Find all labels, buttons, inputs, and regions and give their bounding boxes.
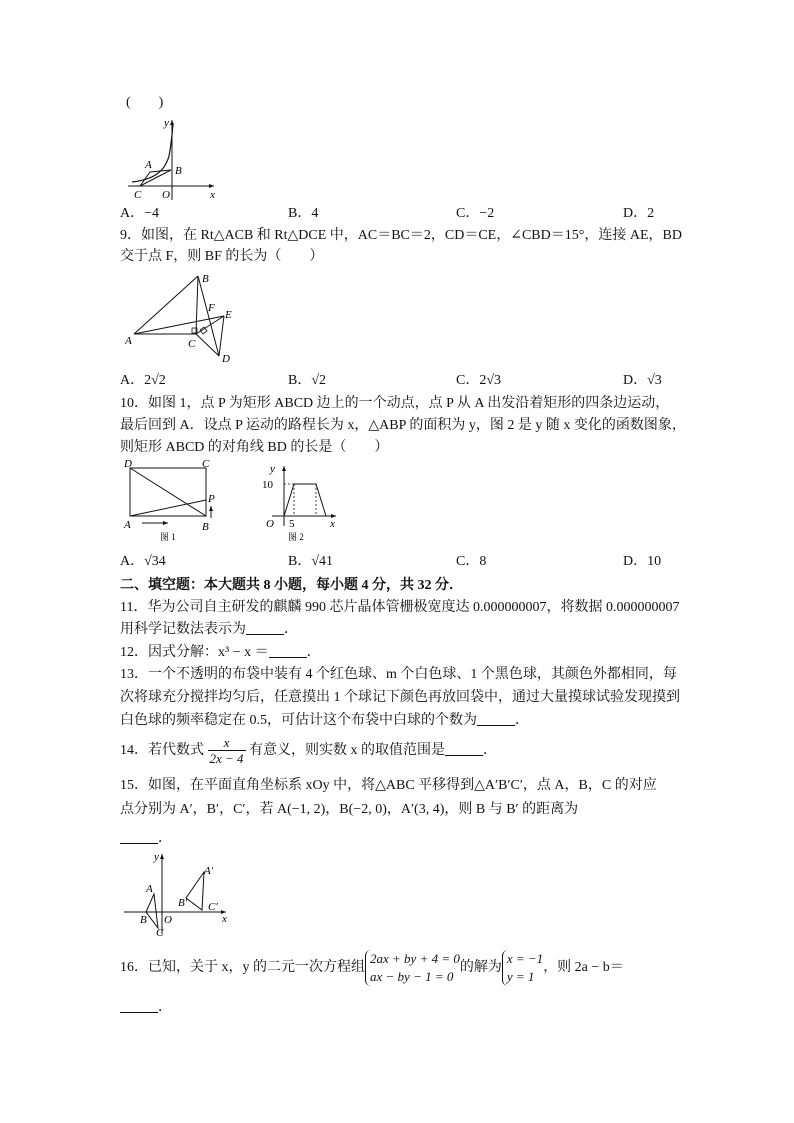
q9-option-d[interactable]: D．√3 [623,373,662,388]
q16-answer-blank[interactable] [120,998,158,1013]
q9-text-line1: 9．如图，在 Rt△ACB 和 Rt△DCE 中，AC＝BC＝2，CD＝CE，∠CBD＝15°，连接 AE，BD [120,228,682,243]
q10-fig2-caption: 图 2 [288,532,304,542]
q12-text: 12．因式分解：x³ − x ＝ [120,645,269,660]
q15-fig-C1: C′ [208,901,218,913]
q10-option-b[interactable]: B．√41 [288,554,334,569]
q9-fig-E: E [225,309,232,321]
q9-fig-D: D [222,353,230,364]
q8-paren: ( ) [126,95,164,110]
q10-figure-2 [258,460,342,544]
q9-option-c[interactable]: C．2√3 [456,373,502,388]
q9-option-a[interactable]: A．2√2 [120,373,166,388]
section-2-heading: 二、填空题：本大题共 8 小题，每小题 4 分，共 32 分． [120,578,463,593]
q9-options [120,371,680,391]
q8-fig-B: B [175,165,182,177]
q15-text-line2: 点分别为 A′，B′，C′，若 A(−1, 2)，B(−2, 0)，A′(3, 4)，则 B 与 B′ 的距离为 [120,802,579,817]
q14-fraction-denominator: 2x − 4 [209,751,244,767]
q9-fig-A: A [125,335,132,347]
q10-option-a[interactable]: A．√34 [120,554,166,569]
q12-period: ． [306,645,321,660]
q8-fig-x: x [210,189,215,201]
q10-fig1-D: D [124,460,132,470]
q13-line3-wrap [120,711,529,731]
q15-text-line1: 15．如图，在平面直角坐标系 xOy 中，将△ABC 平移得到△A′B′C′，点 A，B，C 的对应 [120,778,657,793]
q10-fig2-O: O [266,518,274,530]
q14-fraction [208,735,246,766]
q9-fig-F: F [208,302,215,314]
q15-fig-x: x [222,913,227,925]
q10-fig1-caption: 图 1 [160,532,176,542]
q9-fig-C: C [188,338,196,350]
q16-line2 [120,998,172,1018]
q9-option-b[interactable]: B．√2 [288,373,327,388]
q10-fig2-x: x [330,518,335,530]
q10-fig2-five: 5 [289,518,295,530]
q10-text-line1: 10．如图 1，点 P 为矩形 ABCD 边上的一个动点，点 P 从 A 出发沿着矩形的四条边运动， [120,396,670,411]
q13-text-line1: 13．一个不透明的布袋中装有 4 个红色球、m 个白色球、1 个黑色球，其颜色外都相同，每 [120,667,677,682]
q11-text-line2: 用科学记数法表示为 [120,622,246,637]
q10-options [120,552,680,572]
q14-post: 有意义，则实数 x 的取值范围是 [249,743,446,758]
q12-answer-blank[interactable] [269,643,307,658]
q10-fig1-P: P [208,493,215,505]
q10-option-d[interactable]: D．10 [623,554,662,569]
q8-option-a[interactable]: A．−4 [120,206,160,221]
q10-fig1-B: B [202,521,209,533]
q11-period: ． [284,622,298,637]
q11-text-line1: 11．华为公司自主研发的麒麟 990 芯片晶体管栅极宽度达 0.000000007，将数据 0.000000007 [120,600,680,615]
q15-fig-C: C [156,927,164,936]
q9-text-line2: 交于点 F，则 BF 的长为（ ） [120,249,324,264]
q10-text-line2: 最后回到 A．设点 P 运动的路程长为 x，△ABP 的面积为 y，图 2 是 y 随 x 变化的函数图象， [120,418,686,433]
q8-option-c[interactable]: C．−2 [456,206,495,221]
q14-pre: 14．若代数式 [120,743,204,758]
q8-options [120,204,680,224]
q8-fig-O: O [162,189,170,201]
q13-period: ． [515,713,529,728]
q15-fig-A: A [146,883,153,895]
q10-text-line3: 则矩形 ABCD 的对角线 BD 的长是（ ） [120,440,389,455]
q15-fig-B1: B′ [178,897,188,909]
q16-period: ． [158,1000,172,1015]
q15-period: ． [158,831,172,846]
q16-sol1: x = −1 [506,950,544,966]
q16-solution-system [502,950,543,986]
q16-pre: 16．已知，关于 x，y 的二元一次方程组 [120,960,365,975]
q12-line [120,643,321,663]
q14-answer-blank[interactable] [445,741,483,756]
q9-fig-B: B [202,273,209,285]
q13-text-line3: 白色球的频率稳定在 0.5，可估计这个布袋中白球的个数为 [120,713,477,728]
q8-fig-A: A [145,159,152,171]
q8-option-b[interactable]: B．4 [288,206,319,221]
q14-fraction-numerator: x [208,735,246,751]
q8-fig-C: C [134,189,142,201]
q13-text-line2: 次将球充分搅拌均匀后，任意摸出 1 个球记下颜色再放回袋中，通过大量摸球试验发现摸到 [120,690,680,705]
q16-eq2: ax − by − 1 = 0 [370,968,454,984]
q15-fig-O: O [164,914,172,926]
q13-answer-blank[interactable] [477,711,515,726]
q10-figure-1 [120,460,220,544]
q15-fig-y: y [154,851,159,863]
q16-sol2: y = 1 [506,968,535,984]
q16-equation-system [365,950,460,986]
q16-post: ，则 2a − b＝ [543,960,624,975]
q16-mid: 的解为 [459,960,502,975]
q8-option-d[interactable]: D．2 [623,206,655,221]
q10-fig2-ten: 10 [262,479,273,491]
q14-period: ． [483,743,498,758]
q11-text-line2-wrap [120,620,298,640]
q15-figure [120,850,232,936]
q10-option-c[interactable]: C．8 [456,554,487,569]
q10-fig1-A: A [124,519,131,531]
q15-fig-A1: A′ [204,865,214,877]
q15-fig-B: B [140,914,147,926]
q16-eq1: 2ax + by + 4 = 0 [370,950,460,966]
q15-line3 [120,829,172,849]
q11-answer-blank[interactable] [246,620,284,635]
q8-fig-y: y [164,117,169,129]
q9-figure [122,268,252,364]
q8-figure [120,116,220,202]
q15-answer-blank[interactable] [120,829,158,844]
q14-line [120,734,497,768]
q10-fig2-y: y [270,463,275,475]
q10-fig1-C: C [202,460,210,470]
q16-line [120,948,624,988]
